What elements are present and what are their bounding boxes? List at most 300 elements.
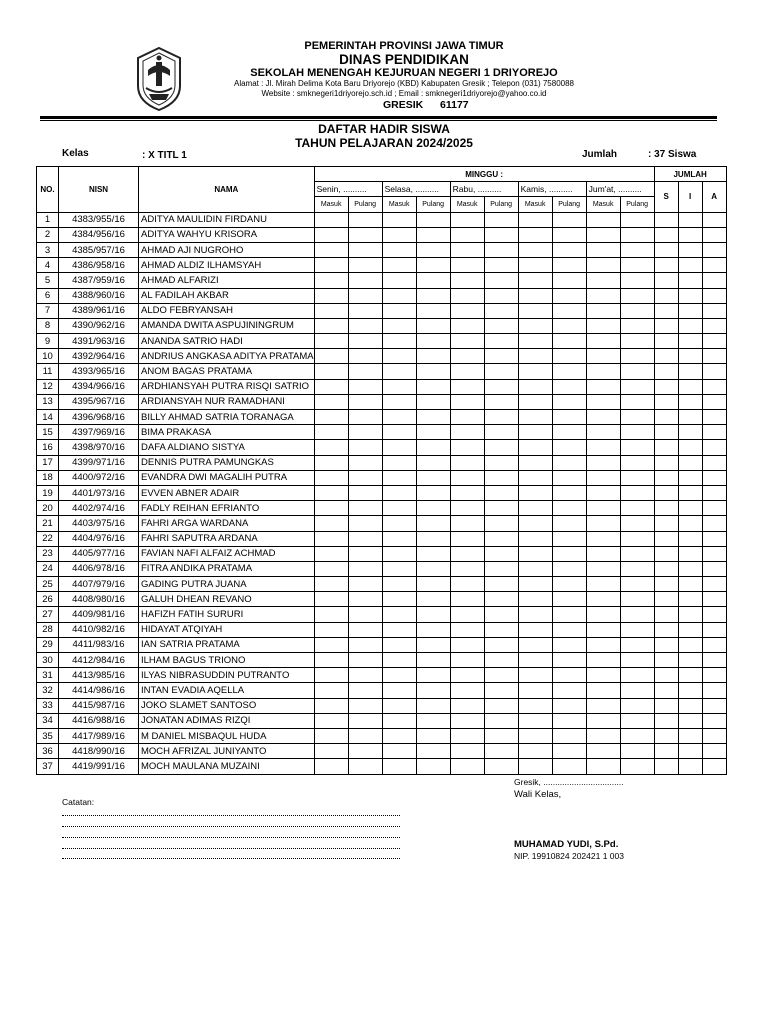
- row-number: 20: [37, 501, 59, 516]
- attendance-cell: [484, 455, 518, 470]
- attendance-cell: [382, 303, 416, 318]
- table-row: [37, 698, 727, 713]
- attendance-cell: [518, 410, 552, 425]
- attendance-cell: [620, 485, 654, 500]
- attendance-cell: [702, 698, 726, 713]
- attendance-cell: [586, 683, 620, 698]
- attendance-cell: [314, 258, 348, 273]
- attendance-cell: [382, 425, 416, 440]
- attendance-cell: [678, 668, 702, 683]
- header-pulang: Pulang: [416, 197, 450, 212]
- row-name: FAHRI ARGA WARDANA: [139, 516, 315, 531]
- row-number: 12: [37, 379, 59, 394]
- attendance-cell: [654, 683, 678, 698]
- attendance-cell: [654, 440, 678, 455]
- attendance-cell: [620, 577, 654, 592]
- attendance-cell: [416, 501, 450, 516]
- row-number: 28: [37, 622, 59, 637]
- attendance-cell: [416, 546, 450, 561]
- row-number: 26: [37, 592, 59, 607]
- attendance-cell: [678, 713, 702, 728]
- attendance-cell: [416, 288, 450, 303]
- table-row: [37, 577, 727, 592]
- header-day-selasa: Selasa, ..........: [382, 182, 450, 197]
- row-nisn: 4418/990/16: [59, 744, 139, 759]
- attendance-cell: [586, 501, 620, 516]
- attendance-cell: [678, 440, 702, 455]
- wali-kelas-label: Wali Kelas,: [514, 789, 562, 800]
- attendance-cell: [382, 592, 416, 607]
- attendance-cell: [654, 455, 678, 470]
- attendance-cell: [484, 546, 518, 561]
- header-rule-thick: [40, 116, 717, 119]
- attendance-cell: [552, 622, 586, 637]
- attendance-cell: [382, 622, 416, 637]
- attendance-cell: [678, 455, 702, 470]
- row-name: MOCH MAULANA MUZAINI: [139, 759, 315, 774]
- attendance-cell: [518, 577, 552, 592]
- attendance-cell: [620, 531, 654, 546]
- attendance-cell: [484, 242, 518, 257]
- attendance-table: [36, 166, 727, 775]
- row-number: 3: [37, 242, 59, 257]
- attendance-cell: [518, 212, 552, 227]
- attendance-cell: [416, 303, 450, 318]
- attendance-cell: [518, 728, 552, 743]
- row-nisn: 4392/964/16: [59, 349, 139, 364]
- note-line: [62, 837, 400, 838]
- header-sakit: S: [654, 182, 678, 212]
- attendance-cell: [416, 364, 450, 379]
- attendance-cell: [586, 698, 620, 713]
- header-day-rabu: Rabu, ..........: [450, 182, 518, 197]
- row-number: 15: [37, 425, 59, 440]
- attendance-cell: [654, 394, 678, 409]
- attendance-cell: [654, 318, 678, 333]
- attendance-cell: [620, 759, 654, 774]
- attendance-cell: [702, 668, 726, 683]
- row-number: 8: [37, 318, 59, 333]
- attendance-cell: [702, 592, 726, 607]
- attendance-cell: [348, 622, 382, 637]
- row-name: EVVEN ABNER ADAIR: [139, 485, 315, 500]
- row-number: 16: [37, 440, 59, 455]
- row-nisn: 4412/984/16: [59, 653, 139, 668]
- attendance-cell: [586, 531, 620, 546]
- document-subtitle: TAHUN PELAJARAN 2024/2025: [295, 136, 473, 150]
- attendance-cell: [702, 728, 726, 743]
- attendance-cell: [348, 273, 382, 288]
- row-name: ARDIANSYAH NUR RAMADHANI: [139, 394, 315, 409]
- attendance-cell: [518, 653, 552, 668]
- attendance-cell: [484, 531, 518, 546]
- attendance-cell: [382, 607, 416, 622]
- attendance-cell: [348, 531, 382, 546]
- attendance-cell: [450, 577, 484, 592]
- attendance-cell: [518, 744, 552, 759]
- attendance-cell: [586, 607, 620, 622]
- attendance-cell: [620, 546, 654, 561]
- attendance-cell: [586, 622, 620, 637]
- kelas-value: : X TITL 1: [142, 150, 187, 161]
- attendance-cell: [552, 410, 586, 425]
- attendance-cell: [348, 303, 382, 318]
- attendance-cell: [518, 425, 552, 440]
- attendance-cell: [518, 303, 552, 318]
- attendance-cell: [678, 394, 702, 409]
- table-row: [37, 653, 727, 668]
- row-number: 27: [37, 607, 59, 622]
- attendance-cell: [348, 318, 382, 333]
- attendance-cell: [518, 561, 552, 576]
- attendance-cell: [518, 334, 552, 349]
- attendance-cell: [484, 273, 518, 288]
- row-nisn: 4410/982/16: [59, 622, 139, 637]
- attendance-cell: [348, 683, 382, 698]
- attendance-cell: [620, 744, 654, 759]
- attendance-cell: [484, 668, 518, 683]
- attendance-cell: [314, 622, 348, 637]
- attendance-cell: [416, 349, 450, 364]
- row-number: 24: [37, 561, 59, 576]
- attendance-cell: [450, 379, 484, 394]
- attendance-cell: [552, 334, 586, 349]
- attendance-cell: [678, 227, 702, 242]
- attendance-cell: [620, 592, 654, 607]
- row-number: 33: [37, 698, 59, 713]
- attendance-cell: [314, 470, 348, 485]
- table-row: [37, 212, 727, 227]
- row-nisn: 4387/959/16: [59, 273, 139, 288]
- attendance-cell: [620, 364, 654, 379]
- attendance-cell: [450, 637, 484, 652]
- attendance-cell: [586, 334, 620, 349]
- attendance-cell: [552, 516, 586, 531]
- attendance-cell: [552, 364, 586, 379]
- row-name: AHMAD AJI NUGROHO: [139, 242, 315, 257]
- row-number: 32: [37, 683, 59, 698]
- attendance-cell: [678, 546, 702, 561]
- attendance-cell: [518, 440, 552, 455]
- attendance-cell: [382, 501, 416, 516]
- attendance-cell: [314, 501, 348, 516]
- attendance-cell: [552, 698, 586, 713]
- row-nisn: 4390/962/16: [59, 318, 139, 333]
- attendance-cell: [654, 410, 678, 425]
- attendance-cell: [620, 318, 654, 333]
- attendance-cell: [382, 577, 416, 592]
- attendance-cell: [484, 683, 518, 698]
- attendance-cell: [586, 485, 620, 500]
- attendance-cell: [518, 592, 552, 607]
- attendance-cell: [654, 425, 678, 440]
- attendance-cell: [382, 212, 416, 227]
- row-nisn: 4386/958/16: [59, 258, 139, 273]
- table-row: [37, 455, 727, 470]
- attendance-cell: [416, 561, 450, 576]
- header-nama: NAMA: [139, 167, 315, 213]
- attendance-cell: [416, 334, 450, 349]
- attendance-cell: [382, 668, 416, 683]
- attendance-cell: [382, 318, 416, 333]
- attendance-cell: [586, 394, 620, 409]
- header-minggu: MINGGU :: [314, 167, 654, 182]
- attendance-cell: [348, 470, 382, 485]
- attendance-cell: [484, 607, 518, 622]
- attendance-cell: [552, 653, 586, 668]
- attendance-cell: [450, 622, 484, 637]
- attendance-cell: [702, 516, 726, 531]
- row-number: 5: [37, 273, 59, 288]
- attendance-cell: [450, 303, 484, 318]
- attendance-cell: [382, 349, 416, 364]
- attendance-cell: [518, 485, 552, 500]
- attendance-cell: [678, 485, 702, 500]
- header-masuk: Masuk: [586, 197, 620, 212]
- attendance-cell: [314, 425, 348, 440]
- attendance-cell: [450, 440, 484, 455]
- table-row: [37, 242, 727, 257]
- attendance-cell: [382, 227, 416, 242]
- attendance-cell: [382, 334, 416, 349]
- attendance-cell: [654, 242, 678, 257]
- table-row: [37, 334, 727, 349]
- attendance-cell: [416, 440, 450, 455]
- attendance-cell: [484, 212, 518, 227]
- attendance-cell: [552, 440, 586, 455]
- attendance-cell: [654, 485, 678, 500]
- attendance-cell: [702, 683, 726, 698]
- attendance-cell: [552, 394, 586, 409]
- attendance-cell: [552, 212, 586, 227]
- attendance-cell: [348, 546, 382, 561]
- attendance-cell: [484, 470, 518, 485]
- table-row: [37, 227, 727, 242]
- table-row: [37, 318, 727, 333]
- attendance-cell: [552, 379, 586, 394]
- attendance-cell: [348, 242, 382, 257]
- attendance-cell: [382, 379, 416, 394]
- attendance-cell: [484, 759, 518, 774]
- row-number: 29: [37, 637, 59, 652]
- attendance-cell: [484, 653, 518, 668]
- attendance-cell: [552, 744, 586, 759]
- attendance-cell: [552, 227, 586, 242]
- attendance-cell: [416, 622, 450, 637]
- attendance-cell: [450, 607, 484, 622]
- attendance-cell: [654, 470, 678, 485]
- catatan-label: Catatan:: [62, 797, 95, 807]
- attendance-cell: [702, 212, 726, 227]
- header-department: DINAS PENDIDIKAN: [339, 52, 469, 67]
- header-alpha: A: [702, 182, 726, 212]
- attendance-cell: [416, 470, 450, 485]
- attendance-cell: [450, 561, 484, 576]
- attendance-cell: [678, 728, 702, 743]
- attendance-cell: [348, 227, 382, 242]
- row-number: 11: [37, 364, 59, 379]
- attendance-cell: [586, 349, 620, 364]
- attendance-cell: [416, 698, 450, 713]
- attendance-cell: [586, 379, 620, 394]
- attendance-cell: [620, 683, 654, 698]
- attendance-cell: [382, 470, 416, 485]
- attendance-cell: [450, 592, 484, 607]
- attendance-cell: [654, 592, 678, 607]
- header-website: Website : smknegeri1driyorejo.sch.id ; Email : smknegeri1driyorejo@yahoo.co.id: [261, 89, 547, 98]
- attendance-cell: [348, 410, 382, 425]
- table-row: [37, 258, 727, 273]
- attendance-cell: [552, 759, 586, 774]
- attendance-cell: [586, 242, 620, 257]
- attendance-cell: [314, 607, 348, 622]
- header-pulang: Pulang: [552, 197, 586, 212]
- row-nisn: 4389/961/16: [59, 303, 139, 318]
- attendance-cell: [416, 637, 450, 652]
- table-row: [37, 288, 727, 303]
- attendance-cell: [314, 410, 348, 425]
- row-name: HIDAYAT ATQIYAH: [139, 622, 315, 637]
- attendance-cell: [552, 561, 586, 576]
- attendance-cell: [518, 607, 552, 622]
- attendance-cell: [678, 622, 702, 637]
- attendance-cell: [678, 698, 702, 713]
- attendance-cell: [654, 728, 678, 743]
- attendance-cell: [314, 683, 348, 698]
- attendance-cell: [382, 410, 416, 425]
- table-row: [37, 516, 727, 531]
- attendance-cell: [620, 470, 654, 485]
- row-nisn: 4400/972/16: [59, 470, 139, 485]
- attendance-cell: [678, 349, 702, 364]
- attendance-cell: [314, 455, 348, 470]
- attendance-cell: [620, 349, 654, 364]
- attendance-cell: [518, 698, 552, 713]
- attendance-cell: [552, 637, 586, 652]
- attendance-cell: [450, 394, 484, 409]
- attendance-cell: [678, 531, 702, 546]
- attendance-cell: [314, 485, 348, 500]
- attendance-cell: [382, 440, 416, 455]
- attendance-cell: [416, 258, 450, 273]
- attendance-cell: [654, 501, 678, 516]
- attendance-cell: [382, 516, 416, 531]
- header-pulang: Pulang: [620, 197, 654, 212]
- row-name: DENNIS PUTRA PAMUNGKAS: [139, 455, 315, 470]
- attendance-cell: [552, 728, 586, 743]
- attendance-cell: [586, 592, 620, 607]
- attendance-cell: [314, 379, 348, 394]
- row-name: AL FADILAH AKBAR: [139, 288, 315, 303]
- place-date: Gresik, ..................................: [514, 777, 624, 787]
- row-name: ALDO FEBRYANSAH: [139, 303, 315, 318]
- attendance-cell: [678, 516, 702, 531]
- attendance-cell: [348, 394, 382, 409]
- attendance-cell: [484, 561, 518, 576]
- attendance-cell: [654, 546, 678, 561]
- table-row: [37, 440, 727, 455]
- attendance-cell: [702, 349, 726, 364]
- attendance-cell: [586, 410, 620, 425]
- attendance-cell: [450, 410, 484, 425]
- attendance-cell: [484, 334, 518, 349]
- row-number: 37: [37, 759, 59, 774]
- attendance-cell: [450, 713, 484, 728]
- table-row: [37, 561, 727, 576]
- table-row: [37, 349, 727, 364]
- attendance-cell: [450, 683, 484, 698]
- attendance-cell: [552, 577, 586, 592]
- attendance-cell: [552, 273, 586, 288]
- attendance-cell: [552, 546, 586, 561]
- attendance-cell: [416, 379, 450, 394]
- attendance-cell: [678, 364, 702, 379]
- attendance-cell: [678, 258, 702, 273]
- table-row: [37, 713, 727, 728]
- attendance-cell: [450, 273, 484, 288]
- attendance-cell: [702, 364, 726, 379]
- attendance-cell: [702, 242, 726, 257]
- attendance-cell: [620, 212, 654, 227]
- attendance-cell: [450, 653, 484, 668]
- attendance-cell: [702, 303, 726, 318]
- attendance-cell: [586, 288, 620, 303]
- attendance-cell: [382, 546, 416, 561]
- attendance-cell: [678, 759, 702, 774]
- attendance-cell: [348, 501, 382, 516]
- attendance-cell: [586, 303, 620, 318]
- attendance-cell: [348, 258, 382, 273]
- attendance-cell: [450, 531, 484, 546]
- attendance-cell: [586, 561, 620, 576]
- row-name: ADITYA WAHYU KRISORA: [139, 227, 315, 242]
- attendance-cell: [678, 379, 702, 394]
- attendance-cell: [654, 227, 678, 242]
- attendance-cell: [382, 683, 416, 698]
- row-number: 19: [37, 485, 59, 500]
- attendance-cell: [654, 349, 678, 364]
- attendance-cell: [382, 288, 416, 303]
- note-line: [62, 826, 400, 827]
- row-name: IAN SATRIA PRATAMA: [139, 637, 315, 652]
- attendance-cell: [620, 242, 654, 257]
- attendance-cell: [416, 728, 450, 743]
- row-number: 34: [37, 713, 59, 728]
- attendance-cell: [450, 227, 484, 242]
- attendance-cell: [314, 212, 348, 227]
- attendance-cell: [484, 577, 518, 592]
- attendance-cell: [450, 364, 484, 379]
- attendance-cell: [678, 637, 702, 652]
- row-name: MOCH AFRIZAL JUNIYANTO: [139, 744, 315, 759]
- attendance-cell: [654, 531, 678, 546]
- attendance-cell: [654, 744, 678, 759]
- attendance-cell: [620, 334, 654, 349]
- row-number: 35: [37, 728, 59, 743]
- attendance-cell: [348, 334, 382, 349]
- row-nisn: 4403/975/16: [59, 516, 139, 531]
- row-number: 10: [37, 349, 59, 364]
- attendance-cell: [586, 227, 620, 242]
- table-row: [37, 364, 727, 379]
- attendance-cell: [450, 349, 484, 364]
- attendance-cell: [382, 455, 416, 470]
- attendance-cell: [484, 379, 518, 394]
- attendance-cell: [518, 394, 552, 409]
- attendance-cell: [620, 561, 654, 576]
- attendance-cell: [620, 607, 654, 622]
- attendance-cell: [702, 607, 726, 622]
